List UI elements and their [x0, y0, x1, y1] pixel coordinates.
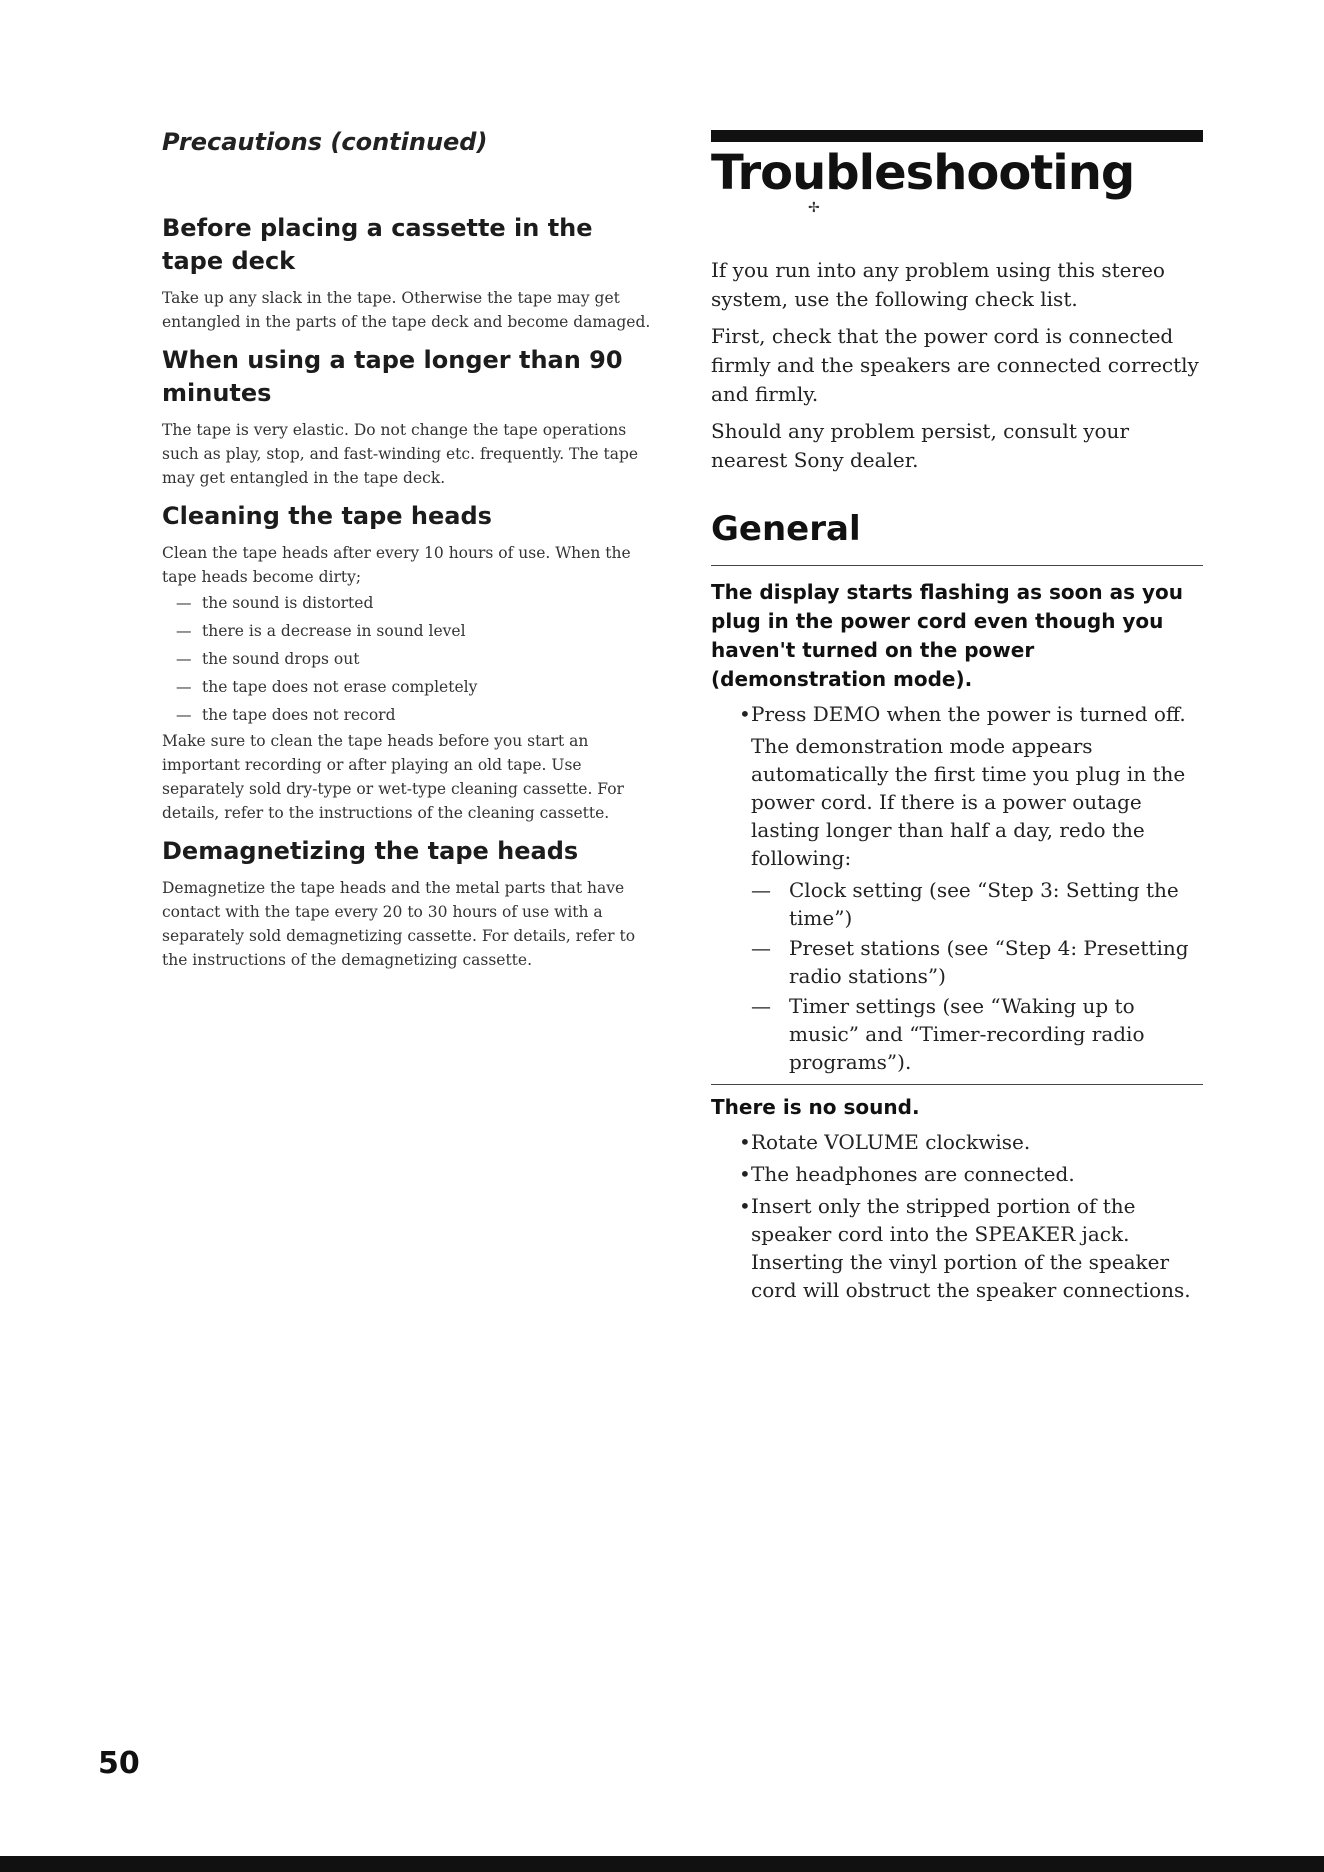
list-item: — Timer settings (see “Waking up to music” and “Timer-recording radio programs”). [751, 994, 1145, 1074]
list-item: — Preset stations (see “Step 4: Presetting radio stations”) [751, 936, 1189, 988]
section-paragraph: Make sure to clean the tape heads before you start an important recording or after playing an old tape. Use separately sold dry-type or wet-type cleaning cassette. For details, refer to the instructions of the cleaning cassette. [162, 732, 624, 822]
remedy-bullet: •Rotate VOLUME clockwise. [739, 1130, 1031, 1154]
list-item: — the sound drops out [176, 650, 360, 668]
intro-paragraph: If you run into any problem using this stereo system, use the following check list. [711, 258, 1165, 311]
redo-steps-list [711, 876, 1203, 1076]
remedy-bullet: •The headphones are connected. [739, 1162, 1075, 1186]
remedy-bullet: •Insert only the stripped portion of the speaker cord into the SPEAKER jack. Inserting the vinyl portion of the speaker cord will obstruct the speaker connections. [739, 1194, 1191, 1302]
list-item: — the tape does not erase completely [176, 678, 478, 696]
section-heading: Demagnetizing the tape heads [162, 837, 579, 865]
page-number: 50 [98, 1746, 140, 1781]
list-item: — the sound is distorted [176, 594, 374, 612]
scan-edge [0, 1856, 1324, 1872]
remedy-note: The demonstration mode appears automatically the first time you plug in the power cord. If there is a power outage lasting longer than half a day, redo the following: [751, 734, 1186, 870]
section-paragraph: Demagnetize the tape heads and the metal parts that have contact with the tape every 20 to 30 hours of use with a separately sold demagnetizing cassette. For details, refer to the instructions of the demagnetizing cassette. [162, 879, 636, 969]
divider [711, 565, 1203, 566]
section-paragraph: The tape is very elastic. Do not change the tape operations such as play, stop, and fast-winding etc. frequently. The tape may get entangled in the tape deck. [162, 421, 639, 487]
problem-title: The display starts flashing as soon as you plug in the power cord even though you haven't turned on the power (demonstration mode). [711, 580, 1183, 691]
remedy-bullet: •Press DEMO when the power is turned off. [739, 702, 1186, 726]
section-paragraph: Take up any slack in the tape. Otherwise the tape may get entangled in the parts of the tape deck and become damaged. [162, 289, 651, 331]
section-heading: Before placing a cassette in the tape deck [162, 214, 593, 275]
list-item: — the tape does not record [176, 706, 396, 724]
running-head: Precautions (continued) [162, 128, 488, 156]
section-paragraph: Clean the tape heads after every 10 hours of use. When the tape heads become dirty; [162, 544, 631, 586]
problem-title: There is no sound. [711, 1095, 920, 1119]
symptom-list [162, 589, 662, 729]
section-heading: Cleaning the tape heads [162, 502, 492, 530]
general-heading: General [711, 509, 861, 549]
ornament-icon: ✢ [808, 200, 820, 216]
intro-paragraph: Should any problem persist, consult your nearest Sony dealer. [711, 419, 1129, 472]
right-column [711, 256, 1203, 1308]
intro-paragraph: First, check that the power cord is connected firmly and the speakers are connected correctly and firmly. [711, 324, 1199, 406]
list-item: — there is a decrease in sound level [176, 622, 466, 640]
list-item: — Clock setting (see “Step 3: Setting the time”) [751, 878, 1179, 930]
title-rule [711, 130, 1203, 142]
divider [711, 1084, 1203, 1085]
left-column [162, 212, 662, 982]
section-heading: When using a tape longer than 90 minutes [162, 346, 623, 407]
page-title: Troubleshooting [711, 145, 1135, 201]
